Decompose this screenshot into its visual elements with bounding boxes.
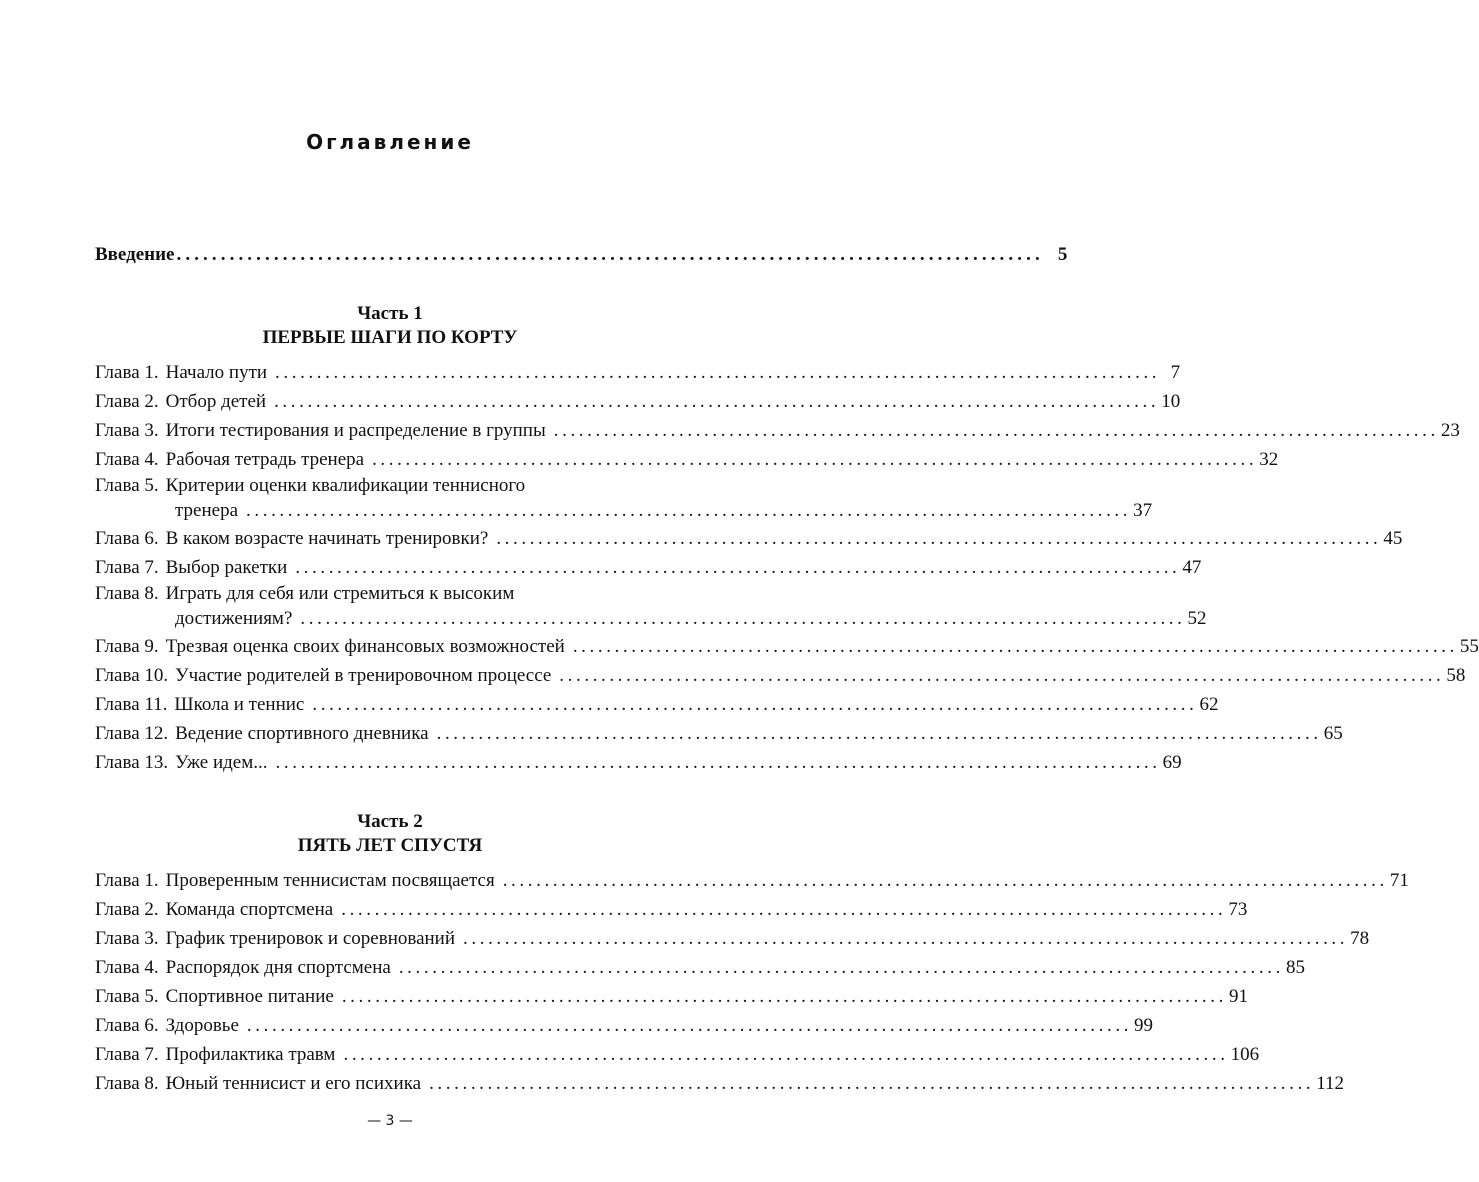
toc-entry-intro[interactable]: [95, 244, 1068, 266]
toc-entry-line: [95, 632, 1479, 661]
chapter-number: Глава 7.: [95, 557, 159, 578]
chapter-title: Начало пути: [165, 362, 268, 383]
dot-leader: ..........................................................................................................: [312, 694, 1198, 715]
toc-entry[interactable]: [95, 553, 1202, 582]
toc-entry-line: [95, 553, 1202, 582]
dot-leader: ..................................................................................................: [176, 244, 1044, 265]
chapter-number: Глава 6.: [95, 1015, 159, 1036]
chapter-page: 62: [1199, 694, 1219, 715]
chapter-number: Глава 10.: [95, 665, 169, 686]
dot-leader: ..........................................................................................................: [295, 557, 1181, 578]
chapter-number: Глава 9.: [95, 636, 159, 657]
part-2-header: [0, 810, 780, 858]
toc-entry-line: [95, 582, 685, 606]
chapter-title: Трезвая оценка своих финансовых возможностей: [165, 636, 565, 657]
chapter-number: Глава 6.: [95, 528, 159, 549]
chapter-number: Глава 12.: [95, 723, 169, 744]
chapter-page: 52: [1187, 608, 1207, 629]
chapter-page: 58: [1446, 665, 1466, 686]
toc-entry-line: [95, 661, 1466, 690]
chapter-number: Глава 11.: [95, 694, 168, 715]
toc-entry[interactable]: [95, 1040, 1260, 1069]
chapter-number: Глава 1.: [95, 362, 159, 383]
chapter-title: Рабочая тетрадь тренера: [165, 449, 365, 470]
toc-entry[interactable]: [95, 445, 1279, 474]
chapter-page: 65: [1323, 723, 1343, 744]
chapter-page: 23: [1440, 420, 1460, 441]
toc-entry[interactable]: [95, 690, 1219, 719]
part-1-header: [0, 302, 780, 350]
chapter-page: 45: [1383, 528, 1403, 549]
chapter-page: 32: [1259, 449, 1279, 470]
chapter-page: 112: [1316, 1073, 1344, 1094]
chapter-number: Глава 5.: [95, 475, 159, 496]
toc-entry-line: [95, 953, 1305, 982]
chapter-page: 7: [1170, 362, 1181, 383]
chapter-title: Команда спортсмена: [165, 899, 334, 920]
toc-entry-line: [95, 474, 685, 498]
chapter-page: 55: [1459, 636, 1479, 657]
chapter-title: Выбор ракетки: [165, 557, 288, 578]
chapter-page: 10: [1161, 391, 1181, 412]
dot-leader: ..........................................................................................................: [300, 608, 1186, 629]
toc-entry[interactable]: [95, 358, 1181, 387]
toc-entry-line: [95, 866, 1409, 895]
part-subtitle: ПЯТЬ ЛЕТ СПУСТЯ: [297, 835, 483, 856]
chapter-page: 78: [1350, 928, 1370, 949]
chapter-page: 71: [1389, 870, 1409, 891]
chapter-number: Глава 3.: [95, 928, 159, 949]
toc-entry[interactable]: [95, 719, 1343, 748]
chapter-title: Спортивное питание: [165, 986, 334, 1007]
dot-leader: ..........................................................................................................: [398, 957, 1284, 978]
chapter-title: Распорядок дня спортсмена: [165, 957, 391, 978]
chapter-number: Глава 7.: [95, 1044, 159, 1065]
toc-title: Оглавление: [306, 130, 474, 154]
dot-leader: ..........................................................................................................: [246, 500, 1132, 521]
chapter-number: Глава 4.: [95, 957, 159, 978]
dot-leader: ..........................................................................................................: [341, 986, 1227, 1007]
chapter-title: Итоги тестирования и распределение в группы: [165, 420, 546, 441]
toc-entry-line: [95, 924, 1370, 953]
chapter-number: Глава 2.: [95, 391, 159, 412]
toc-entry[interactable]: [95, 524, 1403, 553]
toc-entry-line: [95, 498, 1153, 524]
dot-leader: ..........................................................................................................: [372, 449, 1258, 470]
chapter-page: 99: [1134, 1015, 1154, 1036]
chapter-number: Глава 2.: [95, 899, 159, 920]
toc-entry[interactable]: [95, 895, 1248, 924]
toc-entry[interactable]: [95, 1069, 1344, 1098]
toc-entry[interactable]: [95, 582, 1207, 632]
toc-entry-line: [95, 895, 1248, 924]
chapter-title: Уже идем...: [175, 752, 268, 773]
dot-leader: ..........................................................................................................: [559, 665, 1445, 686]
dot-leader: ..........................................................................................................: [436, 723, 1322, 744]
toc-entry-line: [95, 1040, 1260, 1069]
toc-entry[interactable]: [95, 474, 1153, 524]
chapter-title: Играть для себя или стремиться к высоким: [165, 583, 515, 604]
chapter-number: Глава 8.: [95, 583, 159, 604]
intro-page: 5: [1057, 244, 1068, 265]
toc-entry-line: [95, 690, 1219, 719]
chapter-title: В каком возрасте начинать тренировки?: [165, 528, 489, 549]
dot-leader: ..........................................................................................................: [463, 928, 1349, 949]
dot-leader: ..........................................................................................................: [274, 391, 1160, 412]
dot-leader: ..........................................................................................................: [496, 528, 1382, 549]
toc-entry-line: [95, 358, 1181, 387]
part-1-chapter-list: [95, 358, 1479, 777]
toc-entry[interactable]: [95, 866, 1409, 895]
intro-label: Введение: [95, 244, 175, 265]
toc-entry[interactable]: [95, 982, 1248, 1011]
chapter-number: Глава 8.: [95, 1073, 159, 1094]
dot-leader: ..........................................................................................................: [429, 1073, 1315, 1094]
chapter-title: Школа и теннис: [174, 694, 305, 715]
chapter-number: Глава 4.: [95, 449, 159, 470]
toc-entry[interactable]: [95, 924, 1370, 953]
dot-leader: ..........................................................................................................: [502, 870, 1388, 891]
chapter-title: Ведение спортивного дневника: [175, 723, 429, 744]
chapter-number: Глава 13.: [95, 752, 169, 773]
chapter-number: Глава 3.: [95, 420, 159, 441]
toc-entry-line: [95, 524, 1403, 553]
toc-entry-line: [95, 748, 1182, 777]
chapter-number: Глава 1.: [95, 870, 159, 891]
chapter-title: Здоровье: [165, 1015, 239, 1036]
chapter-page: 91: [1228, 986, 1248, 1007]
part-subtitle: ПЕРВЫЕ ШАГИ ПО КОРТУ: [262, 327, 518, 348]
toc-entry-line: [95, 1069, 1344, 1098]
chapter-title: Юный теннисист и его психика: [165, 1073, 422, 1094]
dot-leader: ..........................................................................................................: [341, 899, 1227, 920]
toc-entry-line: [95, 416, 1460, 445]
part-heading: Часть 2: [357, 811, 423, 832]
page-number: — 3 —: [367, 1113, 413, 1129]
chapter-title: Профилактика травм: [165, 1044, 336, 1065]
chapter-title-continued: тренера: [175, 500, 239, 521]
dot-leader: ..........................................................................................................: [275, 752, 1161, 773]
chapter-page: 69: [1162, 752, 1182, 773]
chapter-page: 47: [1182, 557, 1202, 578]
dot-leader: ..........................................................................................................: [572, 636, 1458, 657]
toc-entry-line: [95, 606, 1207, 632]
chapter-page: 37: [1133, 500, 1153, 521]
chapter-title: Отбор детей: [165, 391, 267, 412]
chapter-number: Глава 5.: [95, 986, 159, 1007]
toc-entry-line: [95, 719, 1343, 748]
toc-entry[interactable]: [95, 387, 1181, 416]
toc-entry-line: [95, 982, 1248, 1011]
toc-entry[interactable]: [95, 748, 1182, 777]
chapter-title: Проверенным теннисистам посвящается: [165, 870, 495, 891]
chapter-page: 73: [1228, 899, 1248, 920]
chapter-page: 106: [1230, 1044, 1260, 1065]
dot-leader: ..........................................................................................................: [553, 420, 1439, 441]
toc-entry[interactable]: [95, 953, 1305, 982]
dot-leader: ..........................................................................................................: [343, 1044, 1229, 1065]
chapter-title: Участие родителей в тренировочном процессе: [175, 665, 552, 686]
toc-entry-line: [95, 1011, 1154, 1040]
chapter-title: График тренировок и соревнований: [165, 928, 456, 949]
toc-entry-line: [95, 387, 1181, 416]
chapter-page: 85: [1285, 957, 1305, 978]
toc-entry[interactable]: [95, 632, 1479, 661]
part-heading: Часть 1: [357, 303, 423, 324]
chapter-title: Критерии оценки квалификации теннисного: [165, 475, 526, 496]
dot-leader: ..........................................................................................................: [275, 362, 1161, 383]
dot-leader: ..........................................................................................................: [246, 1015, 1133, 1036]
toc-entry[interactable]: [95, 416, 1460, 445]
toc-entry[interactable]: [95, 1011, 1154, 1040]
part-2-chapter-list: [95, 866, 1409, 1098]
chapter-title-continued: достижениям?: [175, 608, 293, 629]
toc-entry[interactable]: [95, 661, 1466, 690]
toc-entry-line: [95, 445, 1279, 474]
